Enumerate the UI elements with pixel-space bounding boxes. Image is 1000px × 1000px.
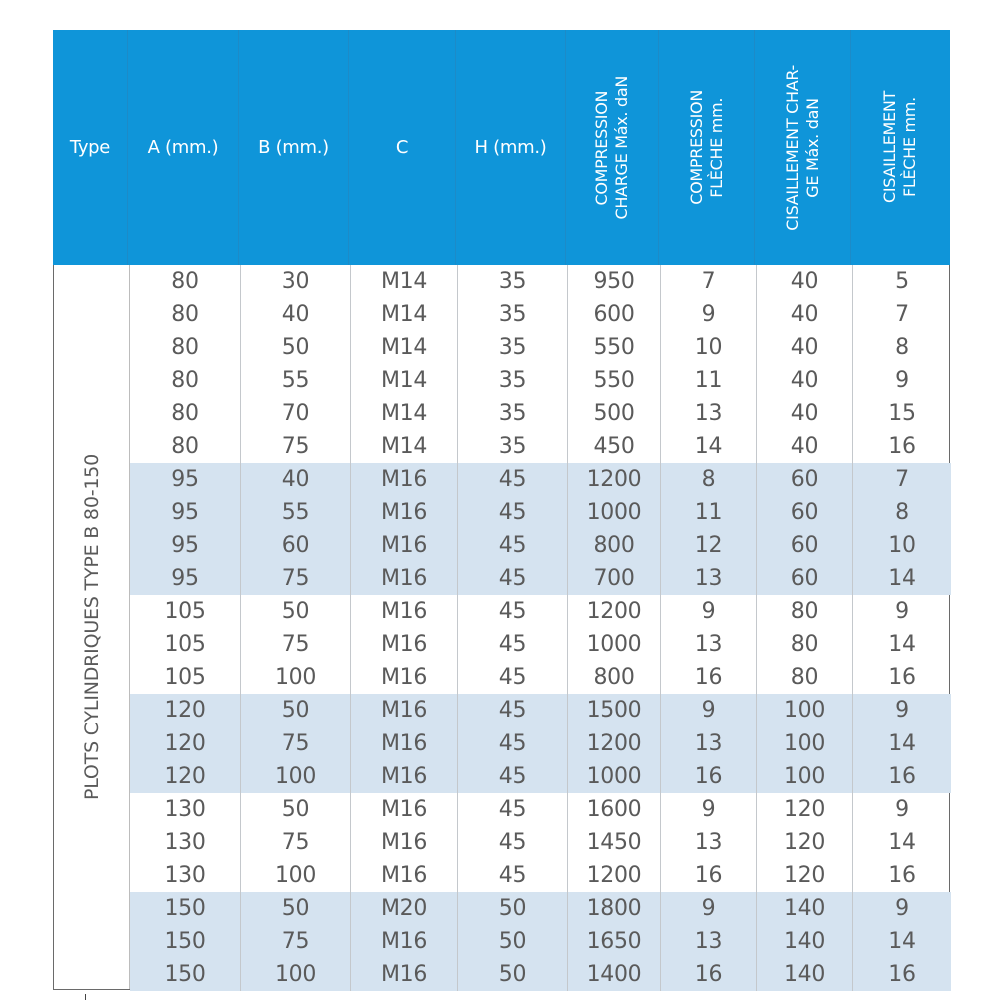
compression-fleche-value: 13 bbox=[661, 925, 757, 958]
table-row bbox=[130, 694, 951, 727]
compression-fleche-value: 16 bbox=[661, 958, 757, 991]
h-value: 50 bbox=[458, 958, 568, 991]
row-group bbox=[130, 694, 951, 793]
cisaillement-charge-value: 40 bbox=[757, 430, 853, 463]
cisaillement-fleche-value: 7 bbox=[895, 467, 909, 492]
a-value: 95 bbox=[130, 496, 241, 529]
a-value: 80 bbox=[130, 265, 241, 298]
table-row bbox=[130, 463, 951, 496]
compression-fleche-value: 9 bbox=[661, 694, 757, 727]
compression-charge-value: 950 bbox=[568, 265, 661, 298]
h-value: 45 bbox=[458, 727, 568, 760]
compression-charge-value: 1200 bbox=[568, 463, 661, 496]
cisaillement-charge-value: 40 bbox=[757, 397, 853, 430]
cisaillement-fleche-value: 7 bbox=[895, 302, 909, 327]
h-value: 45 bbox=[458, 463, 568, 496]
header-type: Type bbox=[53, 30, 128, 265]
a-value: 105 bbox=[130, 661, 241, 694]
a-value: 95 bbox=[130, 562, 241, 595]
header-c: C bbox=[349, 30, 456, 265]
compression-charge-value: 1400 bbox=[568, 958, 661, 991]
b-value: 75 bbox=[241, 925, 351, 958]
c-value: M14 bbox=[351, 298, 458, 331]
table-row bbox=[130, 760, 951, 793]
table-row bbox=[130, 331, 951, 364]
h-value: 50 bbox=[458, 892, 568, 925]
compression-fleche-value: 9 bbox=[661, 793, 757, 826]
table-row bbox=[130, 364, 951, 397]
b-value: 75 bbox=[241, 826, 351, 859]
b-value: 100 bbox=[241, 661, 351, 694]
a-value: 150 bbox=[130, 958, 241, 991]
b-value: 75 bbox=[241, 727, 351, 760]
c-value: M16 bbox=[351, 958, 458, 991]
cisaillement-fleche-value: 14 bbox=[888, 830, 916, 855]
h-value: 45 bbox=[458, 529, 568, 562]
c-value: M16 bbox=[351, 727, 458, 760]
cisaillement-charge-value: 140 bbox=[757, 958, 853, 991]
compression-charge-value: 550 bbox=[568, 364, 661, 397]
row-group bbox=[130, 463, 951, 595]
header-compression-fleche: COMPRESSION FLÈCHE mm. bbox=[659, 30, 755, 265]
compression-fleche-value: 13 bbox=[661, 628, 757, 661]
table-row bbox=[130, 562, 951, 595]
a-value: 80 bbox=[130, 331, 241, 364]
cisaillement-fleche-value: 15 bbox=[888, 401, 916, 426]
compression-fleche-value: 11 bbox=[661, 364, 757, 397]
table-row bbox=[130, 529, 951, 562]
b-value: 30 bbox=[241, 265, 351, 298]
compression-charge-value: 600 bbox=[568, 298, 661, 331]
b-value: 75 bbox=[241, 430, 351, 463]
b-value: 75 bbox=[241, 562, 351, 595]
a-value: 120 bbox=[130, 760, 241, 793]
compression-fleche-value: 8 bbox=[661, 463, 757, 496]
c-value: M14 bbox=[351, 331, 458, 364]
table-row bbox=[130, 496, 951, 529]
compression-charge-value: 1000 bbox=[568, 628, 661, 661]
c-value: M16 bbox=[351, 925, 458, 958]
h-value: 35 bbox=[458, 265, 568, 298]
a-value: 80 bbox=[130, 430, 241, 463]
compression-charge-value: 800 bbox=[568, 529, 661, 562]
header-a: A (mm.) bbox=[128, 30, 239, 265]
a-value: 80 bbox=[130, 397, 241, 430]
cisaillement-fleche-value: 16 bbox=[888, 962, 916, 987]
b-value: 40 bbox=[241, 298, 351, 331]
c-value: M16 bbox=[351, 760, 458, 793]
c-value: M16 bbox=[351, 661, 458, 694]
cisaillement-charge-value: 40 bbox=[757, 298, 853, 331]
compression-fleche-value: 7 bbox=[661, 265, 757, 298]
h-value: 45 bbox=[458, 496, 568, 529]
c-value: M16 bbox=[351, 562, 458, 595]
b-value: 50 bbox=[241, 331, 351, 364]
c-value: M16 bbox=[351, 859, 458, 892]
h-value: 35 bbox=[458, 430, 568, 463]
compression-charge-value: 1450 bbox=[568, 826, 661, 859]
cisaillement-fleche-value: 16 bbox=[888, 863, 916, 888]
c-value: M14 bbox=[351, 364, 458, 397]
cisaillement-fleche-value: 9 bbox=[895, 698, 909, 723]
cisaillement-fleche-value: 9 bbox=[895, 599, 909, 624]
compression-charge-value: 1650 bbox=[568, 925, 661, 958]
compression-charge-value: 800 bbox=[568, 661, 661, 694]
cisaillement-fleche-value: 14 bbox=[888, 731, 916, 756]
compression-fleche-value: 13 bbox=[661, 727, 757, 760]
h-value: 45 bbox=[458, 694, 568, 727]
table-row bbox=[130, 430, 951, 463]
compression-fleche-value: 9 bbox=[661, 892, 757, 925]
c-value: M16 bbox=[351, 496, 458, 529]
c-value: M16 bbox=[351, 793, 458, 826]
cisaillement-fleche-value: 16 bbox=[888, 434, 916, 459]
table-row bbox=[130, 793, 951, 826]
c-value: M16 bbox=[351, 595, 458, 628]
table-header bbox=[53, 30, 950, 265]
cisaillement-charge-value: 60 bbox=[757, 562, 853, 595]
table-row bbox=[130, 298, 951, 331]
row-group bbox=[130, 265, 951, 463]
cisaillement-fleche-value: 9 bbox=[895, 368, 909, 393]
a-value: 80 bbox=[130, 364, 241, 397]
compression-fleche-value: 13 bbox=[661, 826, 757, 859]
cisaillement-charge-value: 60 bbox=[757, 529, 853, 562]
header-cisaillement-fleche: CISAILLEMENT FLÈCHE mm. bbox=[880, 91, 919, 204]
compression-charge-value: 1200 bbox=[568, 595, 661, 628]
cisaillement-fleche-value: 16 bbox=[888, 665, 916, 690]
cisaillement-fleche-value: 8 bbox=[895, 500, 909, 525]
compression-fleche-value: 13 bbox=[661, 562, 757, 595]
c-value: M16 bbox=[351, 529, 458, 562]
compression-charge-value: 1600 bbox=[568, 793, 661, 826]
cisaillement-charge-value: 60 bbox=[757, 463, 853, 496]
spec-table bbox=[53, 30, 950, 990]
cisaillement-charge-value: 140 bbox=[757, 925, 853, 958]
a-value: 130 bbox=[130, 793, 241, 826]
table-row bbox=[130, 595, 951, 628]
a-value: 120 bbox=[130, 727, 241, 760]
cisaillement-charge-value: 140 bbox=[757, 892, 853, 925]
table-row bbox=[130, 925, 951, 958]
b-value: 100 bbox=[241, 859, 351, 892]
compression-charge-value: 1000 bbox=[568, 496, 661, 529]
b-value: 40 bbox=[241, 463, 351, 496]
b-value: 100 bbox=[241, 958, 351, 991]
compression-fleche-value: 14 bbox=[661, 430, 757, 463]
compression-fleche-value: 16 bbox=[661, 859, 757, 892]
b-value: 50 bbox=[241, 595, 351, 628]
cisaillement-fleche-value: 9 bbox=[895, 797, 909, 822]
a-value: 95 bbox=[130, 529, 241, 562]
compression-fleche-value: 11 bbox=[661, 496, 757, 529]
b-value: 70 bbox=[241, 397, 351, 430]
compression-charge-value: 550 bbox=[568, 331, 661, 364]
row-group bbox=[130, 793, 951, 892]
compression-charge-value: 500 bbox=[568, 397, 661, 430]
a-value: 130 bbox=[130, 859, 241, 892]
b-value: 50 bbox=[241, 793, 351, 826]
table-row bbox=[130, 859, 951, 892]
compression-charge-value: 1200 bbox=[568, 859, 661, 892]
table-row bbox=[130, 661, 951, 694]
table-row bbox=[130, 958, 951, 991]
b-value: 50 bbox=[241, 892, 351, 925]
compression-charge-value: 1800 bbox=[568, 892, 661, 925]
compression-charge-value: 1200 bbox=[568, 727, 661, 760]
cisaillement-charge-value: 120 bbox=[757, 859, 853, 892]
header-cisaillement-charge: CISAILLEMENT CHAR- GE Máx. daN bbox=[755, 30, 851, 265]
a-value: 120 bbox=[130, 694, 241, 727]
c-value: M14 bbox=[351, 265, 458, 298]
cisaillement-charge-value: 80 bbox=[757, 661, 853, 694]
c-value: M16 bbox=[351, 463, 458, 496]
a-value: 130 bbox=[130, 826, 241, 859]
compression-charge-value: 700 bbox=[568, 562, 661, 595]
type-label: PLOTS CYLINDRIQUES TYPE B 80-150 bbox=[80, 453, 103, 801]
compression-fleche-value: 10 bbox=[661, 331, 757, 364]
h-value: 45 bbox=[458, 628, 568, 661]
cisaillement-fleche-value: 14 bbox=[888, 632, 916, 657]
h-value: 45 bbox=[458, 859, 568, 892]
compression-fleche-value: 9 bbox=[661, 595, 757, 628]
c-value: M16 bbox=[351, 694, 458, 727]
b-value: 60 bbox=[241, 529, 351, 562]
cisaillement-fleche-value: 5 bbox=[895, 269, 909, 294]
compression-fleche-value: 16 bbox=[661, 760, 757, 793]
compression-charge-value: 450 bbox=[568, 430, 661, 463]
h-value: 45 bbox=[458, 826, 568, 859]
header-h: H (mm.) bbox=[456, 30, 566, 265]
h-value: 35 bbox=[458, 364, 568, 397]
cisaillement-charge-value: 120 bbox=[757, 793, 853, 826]
b-value: 55 bbox=[241, 496, 351, 529]
cisaillement-charge-value: 100 bbox=[757, 694, 853, 727]
h-value: 35 bbox=[458, 331, 568, 364]
header-compression-charge: COMPRESSION CHARGE Máx. daN bbox=[566, 30, 659, 265]
h-value: 45 bbox=[458, 595, 568, 628]
a-value: 95 bbox=[130, 463, 241, 496]
table-body bbox=[53, 265, 950, 990]
table-row bbox=[130, 727, 951, 760]
compression-fleche-value: 12 bbox=[661, 529, 757, 562]
b-value: 55 bbox=[241, 364, 351, 397]
cisaillement-charge-value: 80 bbox=[757, 595, 853, 628]
table-row bbox=[130, 397, 951, 430]
b-value: 100 bbox=[241, 760, 351, 793]
h-value: 50 bbox=[458, 925, 568, 958]
cisaillement-charge-value: 40 bbox=[757, 364, 853, 397]
h-value: 45 bbox=[458, 562, 568, 595]
h-value: 45 bbox=[458, 793, 568, 826]
a-value: 150 bbox=[130, 892, 241, 925]
cisaillement-charge-value: 40 bbox=[757, 331, 853, 364]
cisaillement-charge-value: 100 bbox=[757, 727, 853, 760]
c-value: M16 bbox=[351, 628, 458, 661]
cisaillement-fleche-value: 9 bbox=[895, 896, 909, 921]
cisaillement-charge-value: 60 bbox=[757, 496, 853, 529]
cisaillement-fleche-value: 14 bbox=[888, 566, 916, 591]
compression-charge-value: 1500 bbox=[568, 694, 661, 727]
table-row bbox=[130, 892, 951, 925]
a-value: 150 bbox=[130, 925, 241, 958]
b-value: 75 bbox=[241, 628, 351, 661]
a-value: 80 bbox=[130, 298, 241, 331]
cisaillement-charge-value: 120 bbox=[757, 826, 853, 859]
cisaillement-charge-value: 100 bbox=[757, 760, 853, 793]
c-value: M16 bbox=[351, 826, 458, 859]
c-value: M14 bbox=[351, 430, 458, 463]
table-row bbox=[130, 628, 951, 661]
footnote-mark bbox=[85, 994, 86, 1000]
compression-fleche-value: 13 bbox=[661, 397, 757, 430]
c-value: M20 bbox=[351, 892, 458, 925]
c-value: M14 bbox=[351, 397, 458, 430]
cisaillement-fleche-value: 14 bbox=[888, 929, 916, 954]
cisaillement-charge-value: 80 bbox=[757, 628, 853, 661]
type-column bbox=[54, 265, 130, 989]
compression-fleche-value: 9 bbox=[661, 298, 757, 331]
h-value: 35 bbox=[458, 397, 568, 430]
table-row bbox=[130, 265, 951, 298]
cisaillement-charge-value: 40 bbox=[757, 265, 853, 298]
a-value: 105 bbox=[130, 628, 241, 661]
compression-charge-value: 1000 bbox=[568, 760, 661, 793]
table-groups bbox=[130, 265, 951, 989]
b-value: 50 bbox=[241, 694, 351, 727]
cisaillement-fleche-value: 8 bbox=[895, 335, 909, 360]
h-value: 35 bbox=[458, 298, 568, 331]
row-group bbox=[130, 892, 951, 991]
cisaillement-fleche-value: 16 bbox=[888, 764, 916, 789]
a-value: 105 bbox=[130, 595, 241, 628]
table-row bbox=[130, 826, 951, 859]
compression-fleche-value: 16 bbox=[661, 661, 757, 694]
header-b: B (mm.) bbox=[239, 30, 349, 265]
h-value: 45 bbox=[458, 661, 568, 694]
h-value: 45 bbox=[458, 760, 568, 793]
cisaillement-fleche-value: 10 bbox=[888, 533, 916, 558]
row-group bbox=[130, 595, 951, 694]
